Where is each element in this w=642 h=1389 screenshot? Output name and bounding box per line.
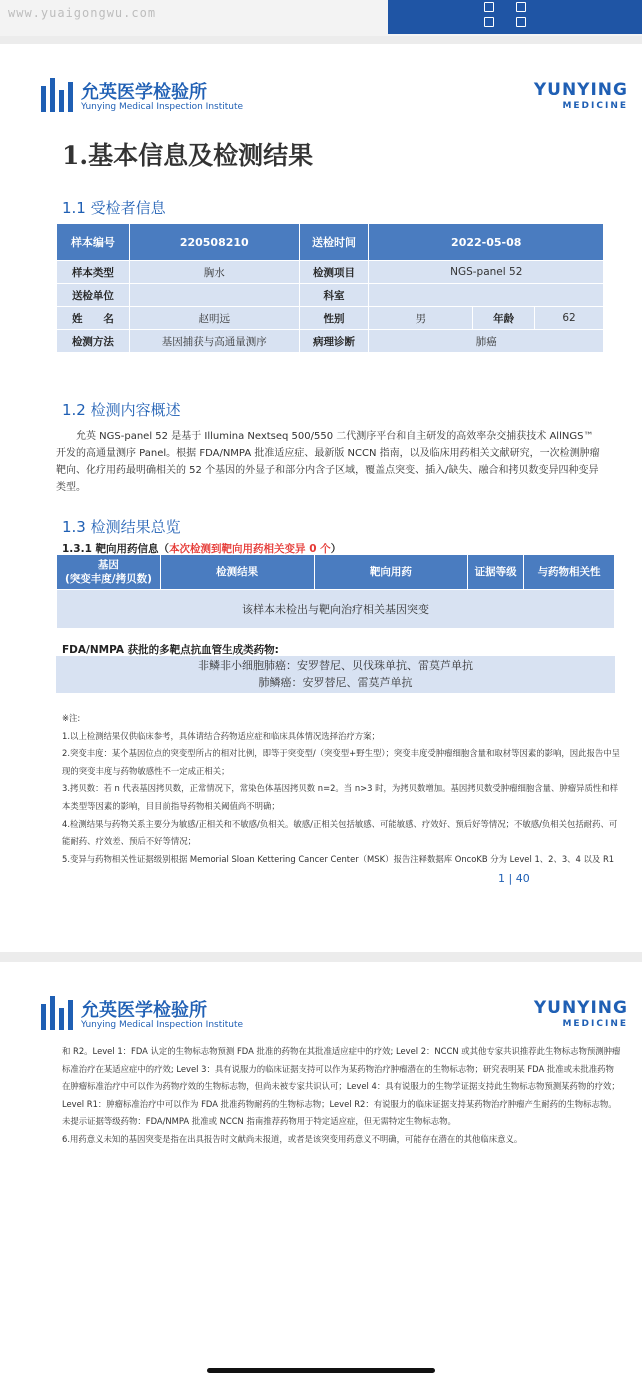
note-2: 2.突变丰度：某个基因位点的突变型所占的相对比例，即等于突变型/（突变型+野生型）；突变丰度受肿瘤细胞含量和取材等因素的影响，因此报告中呈现的突变丰度与药物敏感性不一定成正相关； xyxy=(62,748,621,776)
col-result: 检测结果 xyxy=(160,555,314,590)
targeted-drug-table xyxy=(56,554,615,629)
patient-info-table xyxy=(56,223,604,353)
table-row xyxy=(57,261,604,284)
note-1: 1.以上检测结果仅供临床参考，具体请结合药物适应症和临床具体情况选择治疗方案； xyxy=(62,730,380,741)
col-gene-line-1: 基因 xyxy=(97,559,119,571)
subsection-title-patient-info: 1.1 受检者信息 xyxy=(62,199,166,217)
subsection-title-overview: 1.2 检测内容概述 xyxy=(62,401,181,419)
test-item-label: 检测项目 xyxy=(299,261,369,284)
notes-head: ※注: xyxy=(62,713,81,723)
notes-continued xyxy=(62,1043,622,1149)
table-header-row xyxy=(57,555,615,590)
sex-value: 男 xyxy=(369,307,473,330)
page-number: 1 | 40 xyxy=(498,872,530,885)
fda-line-1: 非鳞非小细胞肺癌：安罗替尼、贝伐珠单抗、雷莫芦单抗 xyxy=(198,659,473,672)
square-icon xyxy=(516,2,526,12)
fda-line-2: 肺鳞癌：安罗替尼、雷莫芦单抗 xyxy=(258,676,413,689)
age-label: 年龄 xyxy=(473,307,535,330)
note-3: 3.拷贝数：若 n 代表基因拷贝数，正常情况下，常染色体基因拷贝数 n=2。当 n>3 时，为拷贝数增加。基因拷贝数受肿瘤细胞含量、肿瘤异质性和样本类型等因素的影响，目目前指导药物相关阈值尚不明确； xyxy=(62,783,619,811)
top-bar xyxy=(0,0,642,36)
institute-logo xyxy=(41,78,244,118)
sex-label: 性别 xyxy=(299,307,369,330)
col-gene xyxy=(57,555,161,590)
diagnosis-value: 肺癌 xyxy=(369,330,604,353)
table-row xyxy=(57,590,615,629)
brand-line-1: YUNYING xyxy=(533,80,628,100)
test-item-value: NGS-panel 52 xyxy=(369,261,604,284)
note-5: 5.变异与药物相关性证据级别根据 Memorial Sloan Kettering Cancer Center（MSK）报告注释数据库 OncoKB 分为 Level 1、2、3、4 以及 R1 xyxy=(62,853,615,864)
brand-line-2: MEDICINE xyxy=(562,1019,628,1029)
brand-line-2: MEDICINE xyxy=(562,101,628,111)
brand-mark xyxy=(518,998,628,1029)
send-time-value: 2022-05-08 xyxy=(369,224,604,261)
col-gene-line-2: (突变丰度/拷贝数) xyxy=(64,573,152,585)
col-relation: 与药物相关性 xyxy=(524,555,615,590)
home-indicator[interactable] xyxy=(207,1368,435,1373)
sample-type-value: 胸水 xyxy=(129,261,299,284)
report-page-1 xyxy=(0,44,642,952)
name-label: 姓 名 xyxy=(57,307,130,330)
col-drug: 靶向用药 xyxy=(314,555,468,590)
fda-approved-title: FDA/NMPA 获批的多靶点抗血管生成类药物: xyxy=(62,644,279,656)
send-unit-value xyxy=(129,284,299,307)
send-time-label: 送检时间 xyxy=(299,224,369,261)
sample-type-label: 样本类型 xyxy=(57,261,130,284)
note-5-continued: 和 R2。Level 1：FDA 认定的生物标志物预测 FDA 批准的药物在其批准适应症中的疗效; Level 2：NCCN 或其他专家共识推荐此生物标志物预测肿瘤标准治疗在某适应症中的疗效; Level 3：具有说服力的临床证据支持可以作为某药物治疗肿瘤潜在的生物标志物；研究表明某 FDA 批准或未批准药物在肿瘤标准治疗中可以作为药物疗效的生物标志物，但尚未被专家共识认可；Level 4：具有说服力的生物学证据支持此生物标志物预测某药物的疗效；Level R1：肿瘤标准治疗中可以作为 FDA 批准药物耐药的生物标志物；Level R2：有说服力的临床证据支持某药物治疗肿瘤产生耐药的生物标志物。未提示证据等级药物：FDA/NMPA 批准或 NCCN 指南推荐药物用于特定适应症，但无需特定生物标志物。 xyxy=(62,1046,621,1127)
brand-line-1: YUNYING xyxy=(533,998,628,1018)
note-4: 4.检测结果与药物关系主要分为敏感/正相关和不敏感/负相关。敏感/正相关包括敏感、可能敏感、疗效好、预后好等情况；不敏感/负相关包括耐药、可能耐药、疗效差、预后不好等情况； xyxy=(62,818,618,847)
method-value: 基因捕获与高通量测序 xyxy=(129,330,299,353)
report-page-2 xyxy=(0,962,642,1389)
table-row xyxy=(57,284,604,307)
sample-no-value: 220508210 xyxy=(129,224,299,261)
dept-label: 科室 xyxy=(299,284,369,307)
sample-no-label: 样本编号 xyxy=(57,224,130,261)
square-icon xyxy=(516,17,526,27)
logo-english-name: Yunying Medical Inspection Institute xyxy=(81,102,244,112)
targeted-drug-subtitle-text: 1.3.1 靶向用药信息（ xyxy=(62,543,170,555)
institute-logo xyxy=(41,996,244,1036)
table-row xyxy=(57,307,604,330)
table-row xyxy=(57,330,604,353)
logo-chinese-name: 允英医学检验所 xyxy=(81,1000,207,1021)
previous-page-preview xyxy=(388,0,642,34)
method-label: 检测方法 xyxy=(57,330,130,353)
overview-paragraph: 允英 NGS-panel 52 是基于 Illumina Nextseq 500/550 二代测序平台和自主研发的高效率杂交捕获技术 AllNGS™ 开发的高通量测序 Panel。根据 FDA/NMPA 批准适应症、最新版 NCCN 指南，以及临床用药相关文献研究，一次检测肿瘤靶向、化疗用药最明确相关的 52 个基因的外显子和部分内含子区域，覆盖点突变、插入/缺失、融合和拷贝数变异四种变异类型。 xyxy=(56,431,600,493)
name-value: 赵明远 xyxy=(129,307,299,330)
section-title: 1.基本信息及检测结果 xyxy=(62,141,314,170)
no-result-cell: 该样本未检出与靶向治疗相关基因突变 xyxy=(57,590,615,629)
subsection-title-results: 1.3 检测结果总览 xyxy=(62,518,181,536)
square-icon xyxy=(484,17,494,27)
targeted-drug-count: 本次检测到靶向用药相关变异 0 个 xyxy=(169,543,331,555)
dept-value xyxy=(369,284,604,307)
logo-chinese-name: 允英医学检验所 xyxy=(81,82,207,103)
fda-approved-box xyxy=(56,656,615,693)
age-value: 62 xyxy=(535,307,604,330)
col-level: 证据等级 xyxy=(468,555,524,590)
note-6: 6.用药意义未知的基因突变是指在出具报告时文献尚未报道，或者是该突变用药意义不明确，可能存在潜在的其他临床意义。 xyxy=(62,1133,523,1144)
notes xyxy=(62,710,622,868)
send-unit-label: 送检单位 xyxy=(57,284,130,307)
brand-mark xyxy=(518,80,628,111)
table-row xyxy=(57,224,604,261)
diagnosis-label: 病理诊断 xyxy=(299,330,369,353)
watermark: www.yuaigongwu.com xyxy=(8,6,157,20)
logo-english-name: Yunying Medical Inspection Institute xyxy=(81,1020,244,1030)
targeted-drug-subtitle-close: ） xyxy=(330,543,342,555)
square-icon xyxy=(484,2,494,12)
